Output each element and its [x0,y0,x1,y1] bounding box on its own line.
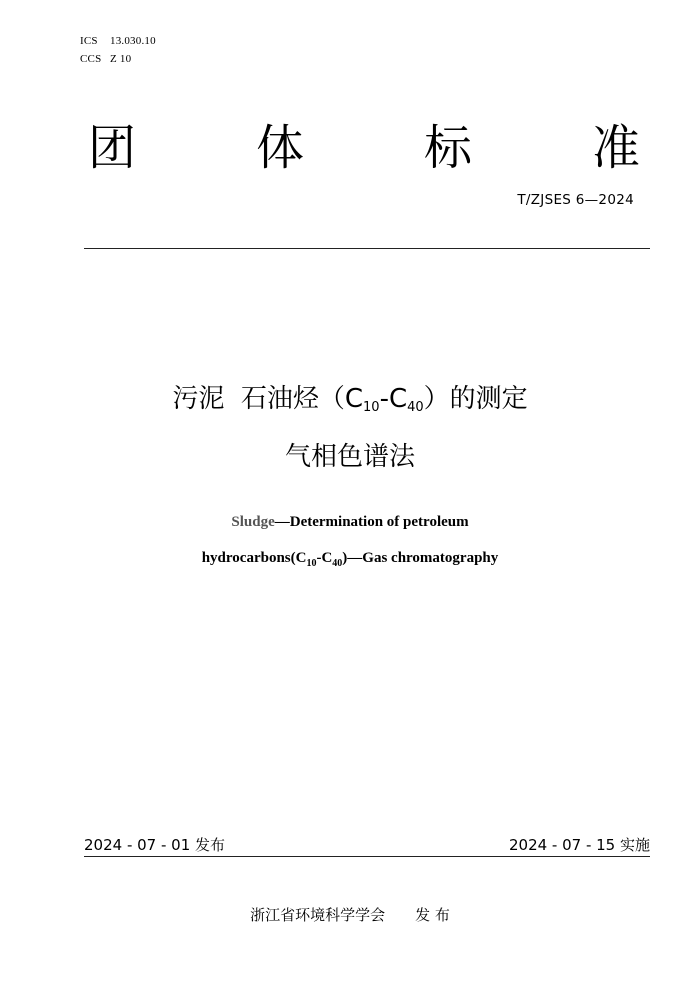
chinese-title-line-1 [0,378,700,415]
publish-date: 2024 - 07 - 01 发布 [84,836,226,854]
top-divider [84,248,650,249]
standard-type-char: 团 [88,120,137,176]
en-title-rest: —Determination of petroleum [274,514,469,530]
cn-title-dash: -C [379,384,408,414]
en-title-suffix: )—Gas chromatography [342,550,499,566]
ics-value: 13.030.10 [110,35,156,47]
publisher-action: 发 布 [415,906,450,924]
en-title-subscript: 10 [306,558,317,569]
standard-type-char: 准 [592,120,641,176]
en-title-dash: -C [316,550,333,566]
en-title-grey-word: Sludge [231,514,275,530]
ccs-label: CCS [80,53,102,65]
implement-date: 2024 - 07 - 15 实施 [508,836,650,854]
standard-number: T/ZJSES 6—2024 [517,192,634,208]
cn-title-prefix: 污泥 石油烃（C [172,384,364,414]
english-title-line-2 [0,550,700,569]
ics-code [80,35,156,47]
standard-type-char: 体 [256,120,305,176]
en-title-subscript: 40 [332,558,343,569]
en-title-prefix: hydrocarbons(C [201,550,307,566]
chinese-title-line-2: 气相色谱法 [284,442,415,472]
ccs-code [80,53,131,65]
publisher-org: 浙江省环境科学学会 [250,906,386,924]
ccs-value: Z 10 [110,53,132,65]
cn-title-suffix: ）的测定 [423,384,528,414]
cn-title-subscript: 40 [407,400,424,415]
standard-type-heading [88,118,648,178]
standard-type-char: 标 [424,120,473,176]
publisher-line [0,904,700,925]
cn-title-subscript: 10 [363,400,380,415]
english-title-line-1 [0,514,700,531]
bottom-divider [84,856,650,857]
ics-label: ICS [80,35,98,47]
